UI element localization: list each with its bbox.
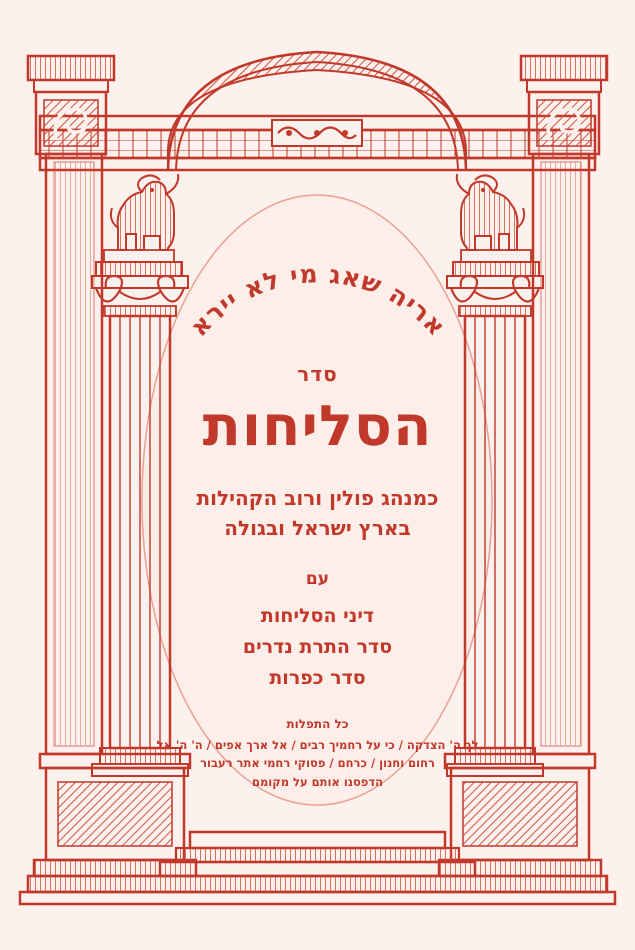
- footnote-line: רחום וחנון / כרחם / פסוקי רחמי אתר רעבור: [200, 756, 435, 771]
- svg-text:אריה שאג מי לא יירא: [184, 259, 452, 342]
- right-upper-capital: [529, 92, 599, 154]
- contents-list: [148, 601, 488, 695]
- subtitle: [148, 483, 488, 543]
- arc-motto-text: אריה שאג מי לא יירא: [183, 259, 452, 342]
- contents-item: דיני הסליחות: [260, 604, 375, 627]
- subtitle-line-2: בארץ ישראל ובגולה: [224, 515, 411, 540]
- seder-label: סדר: [297, 362, 338, 386]
- contents-item: סדר התרת נדרים: [242, 636, 393, 659]
- title-text-block: [148, 196, 488, 791]
- with-label: עם: [305, 568, 330, 589]
- footnote-line: לך ה' הצדקה / כי על רחמיך רבים / אל ארך אפים / ה' ה' אל: [156, 737, 479, 752]
- footnote-line: הדפסנו אותם על מקומם: [251, 774, 384, 789]
- contents-item: סדר כפרות: [269, 667, 366, 690]
- keystone-ornament: [272, 120, 362, 146]
- page-title: הסליחות: [202, 394, 433, 459]
- footnote-block: [148, 736, 488, 791]
- left-upper-capital: [36, 92, 106, 154]
- footnote-heading: כל התפלות: [286, 716, 349, 731]
- subtitle-line-1: כמנהג פולין ורוב הקהילות: [196, 485, 439, 510]
- left-outer-pilaster: [46, 154, 102, 754]
- right-outer-pilaster: [533, 154, 589, 754]
